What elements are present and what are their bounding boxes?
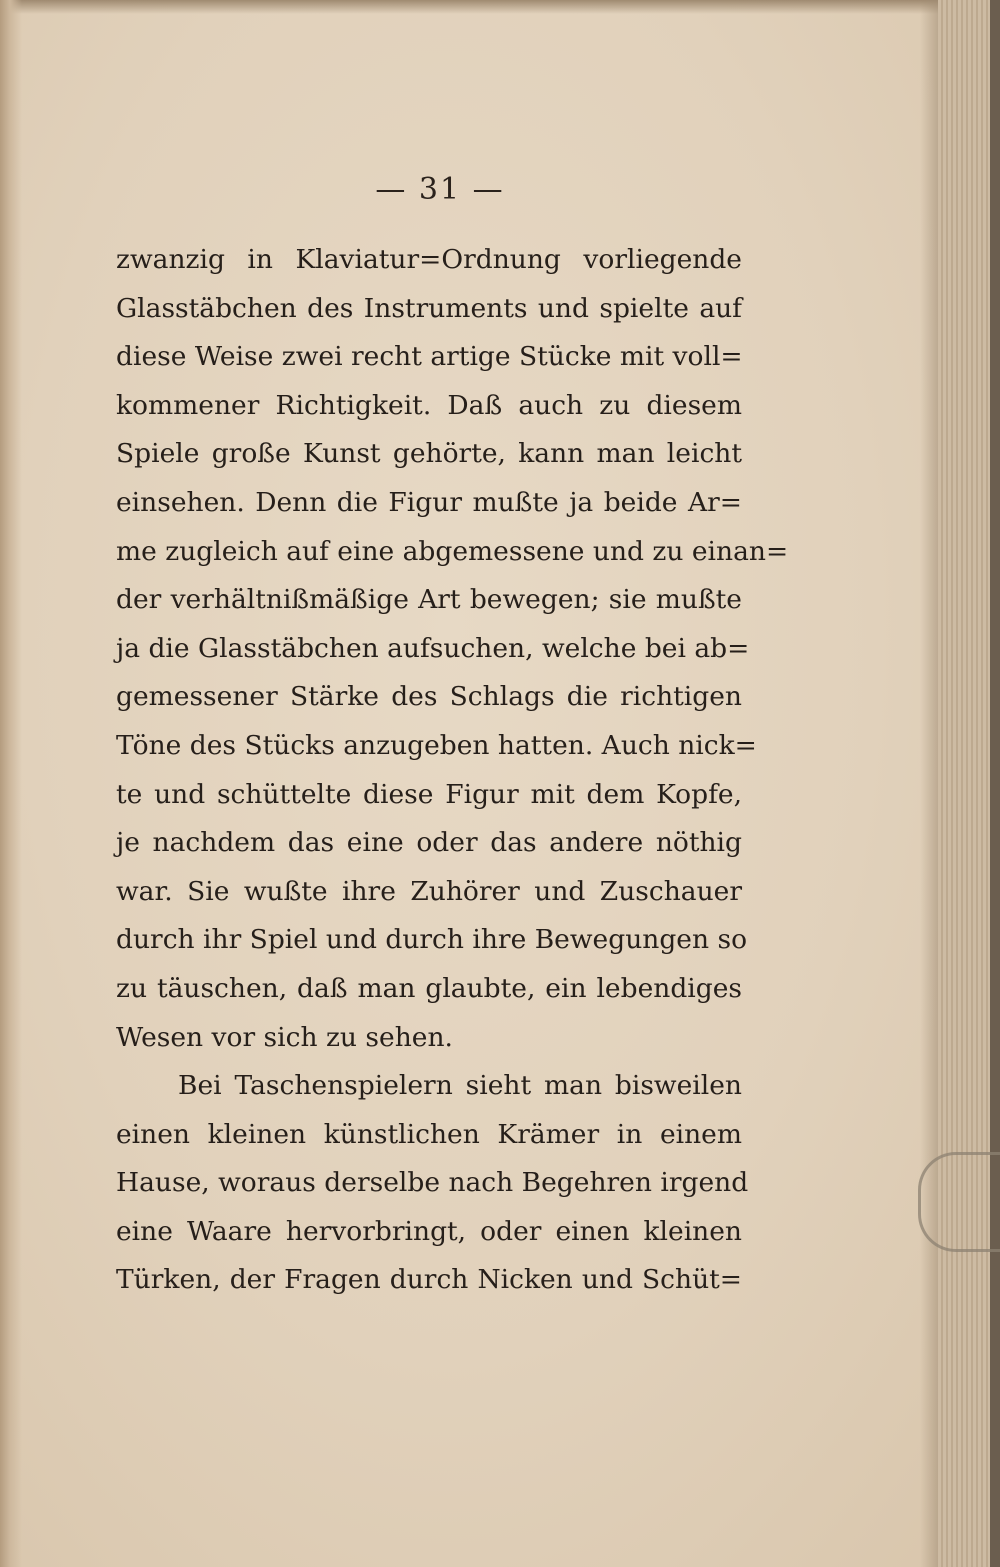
text-line: zu täuschen, daß man glaubte, ein lebendiges xyxy=(116,972,742,1004)
page-right-shadow xyxy=(920,0,938,1567)
text-line: diese Weise zwei recht artige Stücke mit voll= xyxy=(116,341,743,373)
body-text xyxy=(116,236,789,1305)
text-line: einsehen. Denn die Figur mußte ja beide Ar= xyxy=(116,486,742,518)
text-line: kommener Richtigkeit. Daß auch zu diesem xyxy=(116,389,742,421)
text-line: der verhältnißmäßige Art bewegen; sie mußte xyxy=(116,584,742,616)
paragraph-end-line: Wesen vor sich zu sehen. xyxy=(116,1021,453,1053)
text-line: war. Sie wußte ihre Zuhörer und Zuschauer xyxy=(116,875,742,907)
text-line: te und schüttelte diese Figur mit dem Kopfe, xyxy=(116,778,742,810)
text-line: me zugleich auf eine abgemessene und zu einan= xyxy=(116,535,789,567)
page-gutter xyxy=(0,0,22,1567)
text-line: zwanzig in Klaviatur=Ordnung vorliegende xyxy=(116,244,742,275)
text-line: Töne des Stücks anzugeben hatten. Auch nick= xyxy=(116,729,757,761)
text-line: eine Waare hervorbringt, oder einen kleinen xyxy=(116,1215,742,1247)
text-line: Spiele große Kunst gehörte, kann man leicht xyxy=(116,438,742,470)
page-fore-edge xyxy=(938,0,1000,1567)
text-line: ja die Glasstäbchen aufsuchen, welche bei ab= xyxy=(116,632,750,664)
text-line: gemessener Stärke des Schlags die richtigen xyxy=(116,681,742,713)
text-line: Hause, woraus derselbe nach Begehren irgend xyxy=(116,1167,749,1199)
page-clip-mark xyxy=(918,1152,1000,1252)
text-line: Glasstäbchen des Instruments und spielte auf xyxy=(116,292,742,324)
text-line: je nachdem das eine oder das andere nöthig xyxy=(116,827,742,859)
page-top-edge xyxy=(0,0,1000,14)
text-line: durch ihr Spiel und durch ihre Bewegungen so xyxy=(116,924,748,956)
text-line: Türken, der Fragen durch Nicken und Schüt= xyxy=(116,1264,742,1296)
page-number: — 31 — xyxy=(375,172,505,207)
text-line: einen kleinen künstlichen Krämer in einem xyxy=(116,1118,742,1150)
paragraph-start-line: Bei Taschenspielern sieht man bisweilen xyxy=(178,1070,742,1102)
